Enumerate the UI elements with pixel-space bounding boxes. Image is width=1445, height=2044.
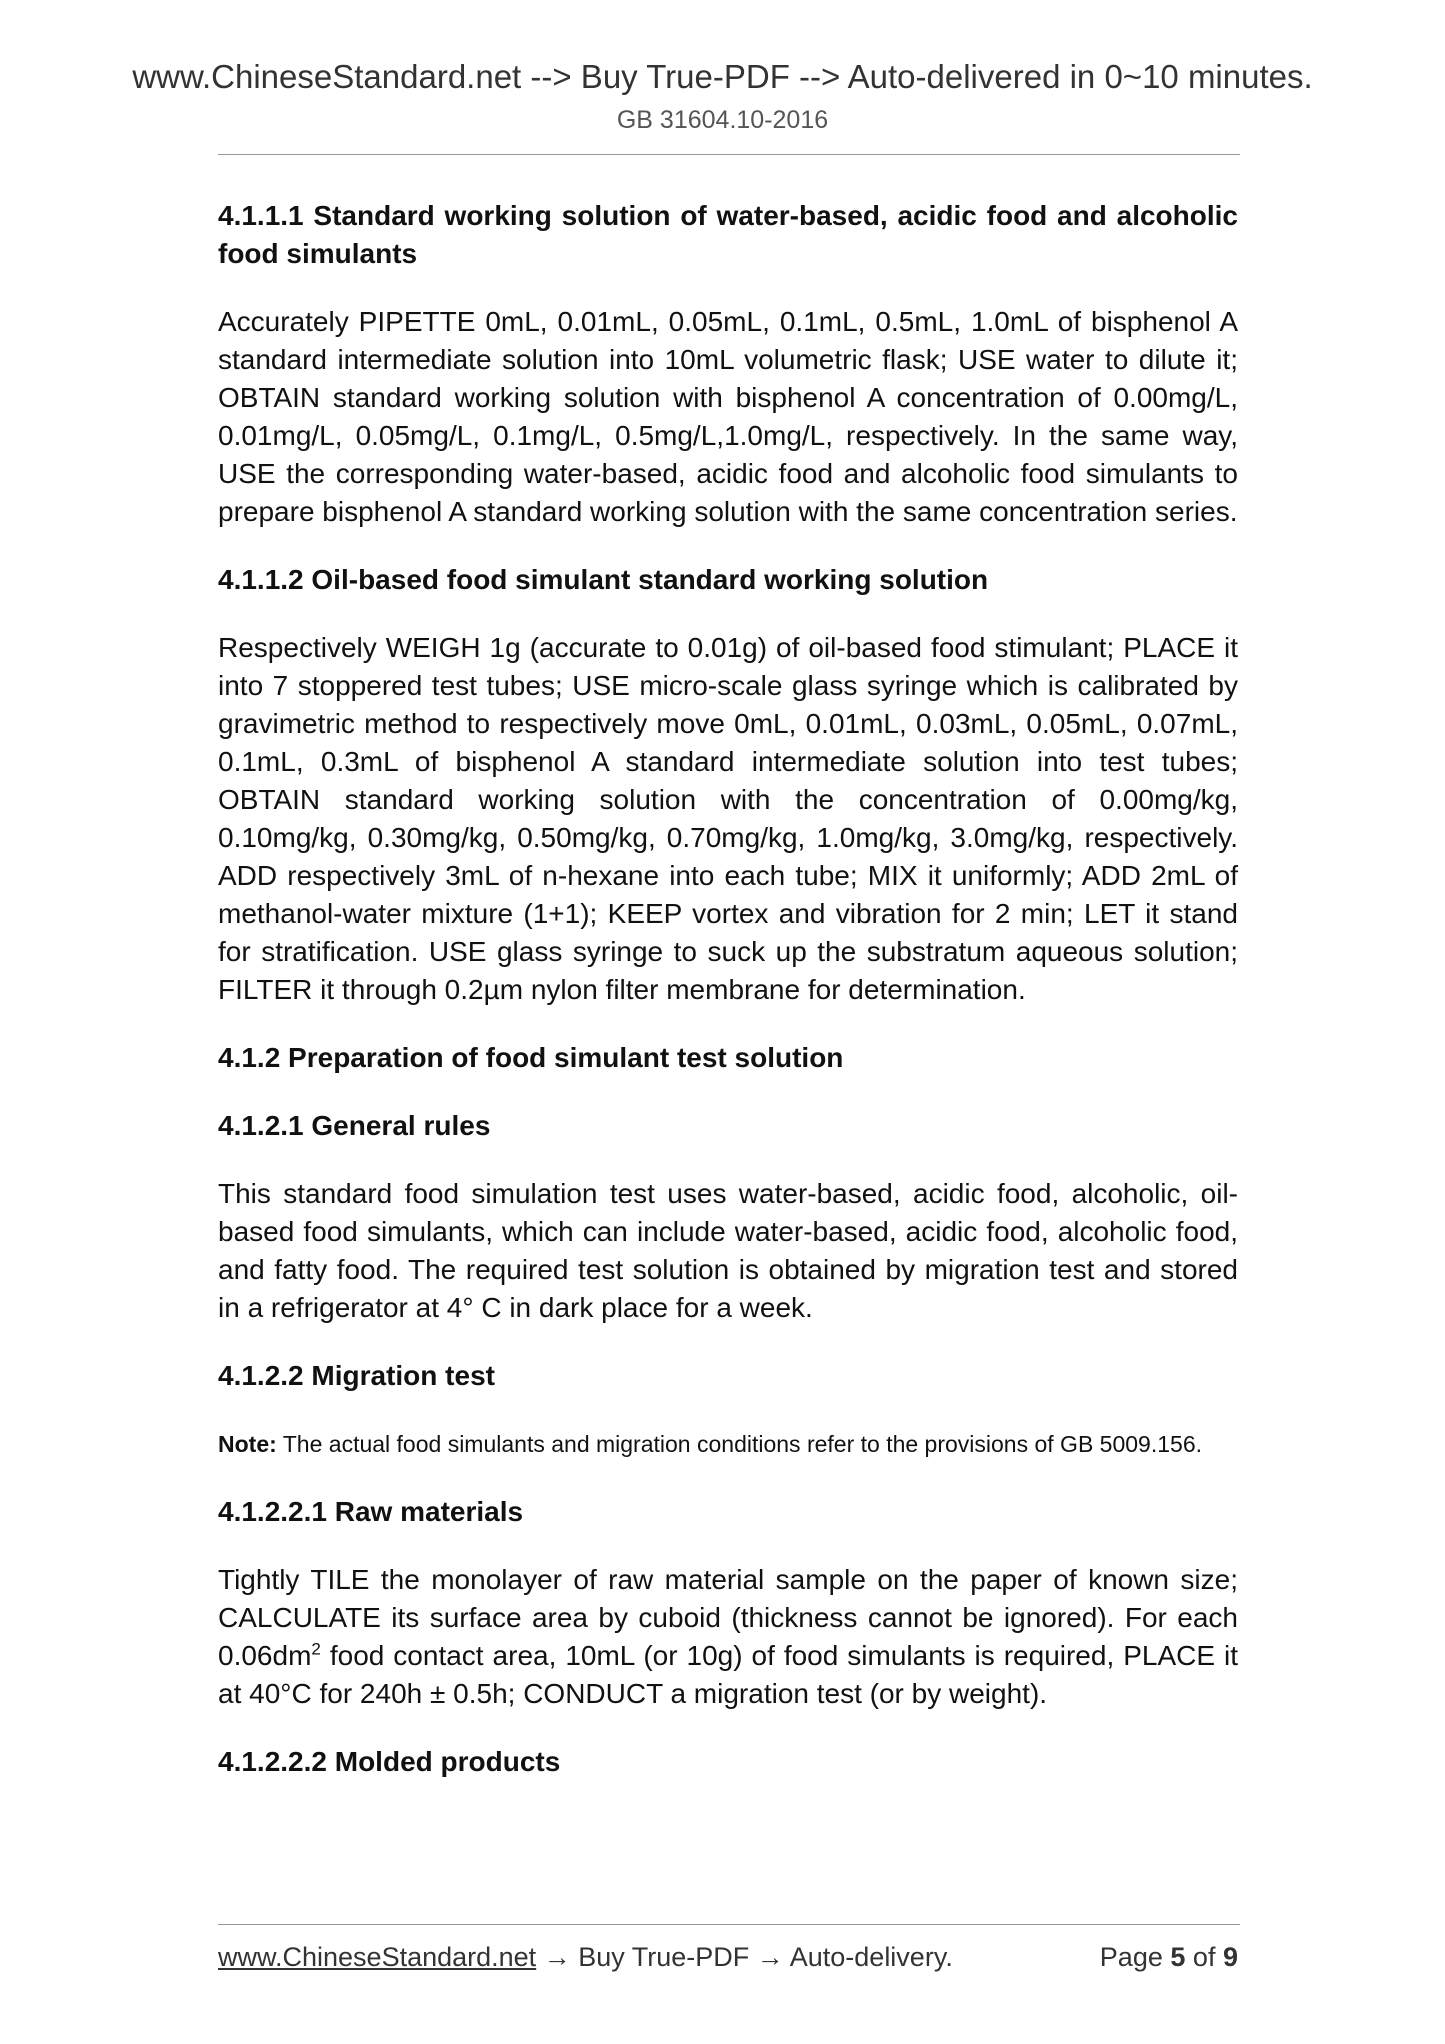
- note-paragraph: [218, 1425, 1238, 1463]
- footer-text: → Buy True-PDF → Auto-delivery.: [536, 1942, 953, 1972]
- heading-4-1-1-2: 4.1.1.2 Oil-based food simulant standard working solution: [218, 564, 989, 595]
- page-word: Page: [1099, 1942, 1163, 1972]
- superscript-2: 2: [311, 1639, 321, 1659]
- document-id: GB 31604.10-2016: [616, 106, 829, 134]
- paragraph-4-1-1-2: Respectively WEIGH 1g (accurate to 0.01g) of oil-based food stimulant; PLACE it into 7 stoppered test tubes; USE micro-scale glass syringe which is calibrated by gravimetric method to respectively move 0mL, 0.01mL, 0.03mL, 0.05mL, 0.07mL, 0.1mL, 0.3mL of bisphenol A standard intermediate solution into test tubes; OBTAIN standard working solution with the concentration of 0.00mg/kg, 0.10mg/kg, 0.30mg/kg, 0.50mg/kg, 0.70mg/kg, 1.0mg/kg, 3.0mg/kg, respectively. ADD respectively 3mL of n-hexane into each tube; MIX it uniformly; ADD 2mL of methanol-water mixture (1+1); KEEP vortex and vibration for 2 min; LET it stand for stratification. USE glass syringe to suck up the substratum aqueous solution; FILTER it through 0.2µm nylon filter membrane for determination.: [218, 632, 1238, 1005]
- footer-divider: [218, 1924, 1240, 1925]
- page-footer: [218, 1942, 1238, 1973]
- heading-4-1-2-1: 4.1.2.1 General rules: [218, 1110, 491, 1141]
- page-number: 5: [1170, 1942, 1186, 1972]
- document-body: [218, 197, 1238, 1811]
- of-word: of: [1192, 1942, 1216, 1972]
- header-divider: [218, 154, 1240, 155]
- heading-4-1-2-2: 4.1.2.2 Migration test: [218, 1360, 495, 1391]
- note-text: The actual food simulants and migration conditions refer to the provisions of GB 5009.156.: [276, 1431, 1203, 1457]
- heading-4-1-2-2-2: 4.1.2.2.2 Molded products: [218, 1746, 561, 1777]
- paragraph-4-1-2-2-1-part-b: food contact area, 10mL (or 10g) of food simulants is required, PLACE it at 40°C for 240h ± 0.5h; CONDUCT a migration test (or by weight).: [218, 1640, 1238, 1709]
- footer-site-link[interactable]: www.ChineseStandard.net: [218, 1942, 537, 1972]
- page-indicator: [1100, 1942, 1238, 1973]
- header-banner: www.ChineseStandard.net --> Buy True-PDF --> Auto-delivered in 0~10 minutes.: [132, 58, 1313, 95]
- heading-4-1-2-2-1: 4.1.2.2.1 Raw materials: [218, 1496, 524, 1527]
- page-header: [0, 58, 1445, 135]
- heading-4-1-2: 4.1.2 Preparation of food simulant test solution: [218, 1042, 844, 1073]
- paragraph-4-1-2-2-1-part-a: Tightly TILE the monolayer of raw material sample on the paper of known size; CALCULATE its surface area by cuboid (thickness cannot be ignored). For each 0.06dm: [218, 1564, 1238, 1671]
- note-label: Note:: [218, 1431, 277, 1457]
- paragraph-4-1-2-1: This standard food simulation test uses water-based, acidic food, alcoholic, oil-based food simulants, which can include water-based, acidic food, alcoholic food, and fatty food. The required test solution is obtained by migration test and stored in a refrigerator at 4° C in dark place for a week.: [218, 1178, 1238, 1323]
- page-total: 9: [1222, 1942, 1238, 1972]
- paragraph-4-1-2-2-1: [218, 1561, 1238, 1713]
- heading-4-1-1-1: 4.1.1.1 Standard working solution of water-based, acidic food and alcoholic food simulants: [218, 200, 1238, 269]
- paragraph-4-1-1-1: Accurately PIPETTE 0mL, 0.01mL, 0.05mL, 0.1mL, 0.5mL, 1.0mL of bisphenol A standard intermediate solution into 10mL volumetric flask; USE water to dilute it; OBTAIN standard working solution with bisphenol A concentration of 0.00mg/L, 0.01mg/L, 0.05mg/L, 0.1mg/L, 0.5mg/L,1.0mg/L, respectively. In the same way, USE the corresponding water-based, acidic food and alcoholic food simulants to prepare bisphenol A standard working solution with the same concentration series.: [218, 306, 1238, 527]
